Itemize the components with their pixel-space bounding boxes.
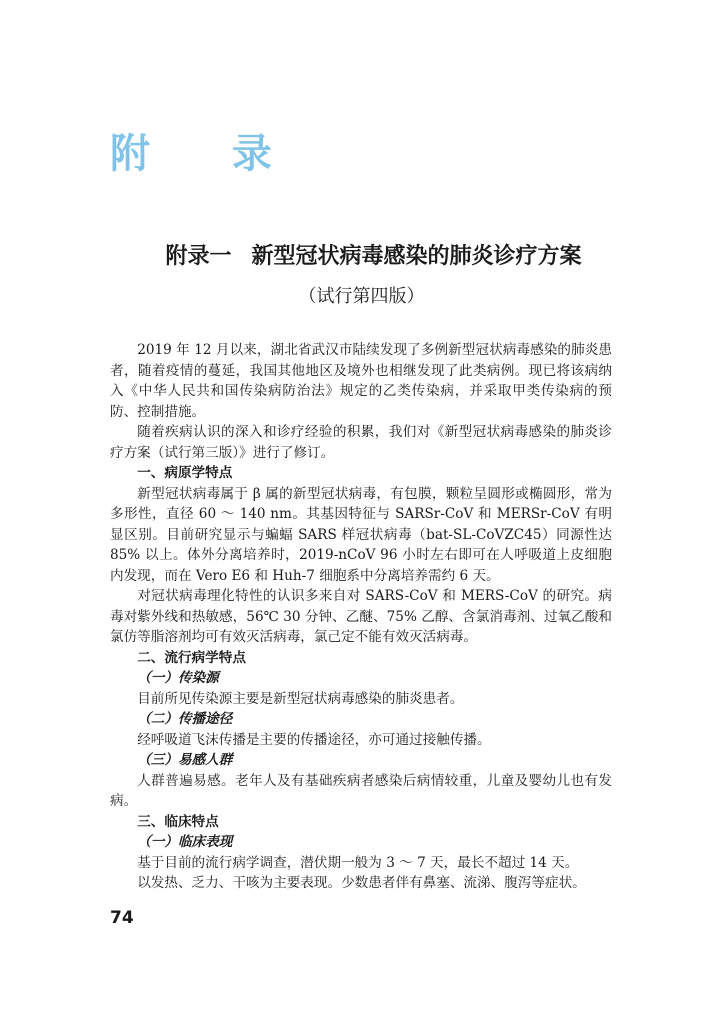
document-title-main: 新型冠状病毒感染的肺炎诊疗方案: [251, 244, 582, 269]
document-subtitle: （试行第四版）: [298, 286, 425, 307]
paragraph: 新型冠状病毒属于 β 属的新型冠状病毒，有包膜，颗粒呈圆形或椭圆形，常为多形性，直径 60 ～ 140 nm。其基因特征与 SARSr-CoV 和 MERSr-CoV 有明显区别。目前研究显示与蝙蝠 SARS 样冠状病毒（bat-SL-CoVZC45）同源性达 85% 以上。体外分离培养时，2019-nCoV 96 小时左右即可在人呼吸道上皮细胞内发现，而在 Vero E6 和 Huh-7 细胞系中分离培养需约 6 天。: [110, 485, 612, 584]
subsection-heading: （三）易感人群: [137, 752, 233, 768]
paragraph: 基于目前的流行病学调查，潜伏期一般为 3 ～ 7 天，最长不超过 14 天。: [137, 854, 579, 871]
page-number: 74: [110, 908, 134, 928]
paragraph: 以发热、乏力、干咳为主要表现。少数患者伴有鼻塞、流涕、腹泻等症状。: [137, 875, 586, 891]
paragraph: 对冠状病毒理化特性的认识多来自对 SARS-CoV 和 MERS-CoV 的研究。病毒对紫外线和热敏感，56℃ 30 分钟、乙醚、75% 乙醇、含氯消毒剂、过氧乙酸和氯仿等脂溶剂均可有效灭活病毒，氯己定不能有效灭活病毒。: [110, 588, 612, 645]
subsection-heading: （一）传染源: [137, 670, 219, 686]
section-heading: 二、流行病学特点: [137, 649, 246, 666]
subsection-heading: （二）传播途径: [137, 711, 233, 727]
paragraph: 人群普遍易感。老年人及有基础疾病者感染后病情较重，儿童及婴幼儿也有发病。: [110, 772, 612, 809]
document-title-label: 附录一: [165, 244, 232, 269]
paragraph: 经呼吸道飞沫传播是主要的传播途径，亦可通过接触传播。: [137, 731, 491, 748]
appendix-header: 附 录: [110, 131, 306, 177]
paragraph: 随着疾病认识的深入和诊疗经验的积累，我们对《新型冠状病毒感染的肺炎诊疗方案（试行第三版）》进行了修订。: [110, 424, 612, 461]
section-heading: 一、病原学特点: [137, 465, 233, 481]
body-text: [110, 340, 612, 894]
document-title: [0, 242, 723, 272]
section-heading: 三、临床特点: [137, 813, 219, 830]
paragraph: 目前所见传染源主要是新型冠状病毒感染的肺炎患者。: [137, 690, 464, 707]
paragraph: 2019 年 12 月以来，湖北省武汉市陆续发现了多例新型冠状病毒感染的肺炎患者，随着疫情的蔓延，我国其他地区及境外也相继发现了此类病例。现已将该病纳入《中华人民共和国传染病防治法》规定的乙类传染病，并采取甲类传染病的预防、控制措施。: [110, 342, 612, 420]
subsection-heading: （一）临床表现: [137, 834, 233, 850]
